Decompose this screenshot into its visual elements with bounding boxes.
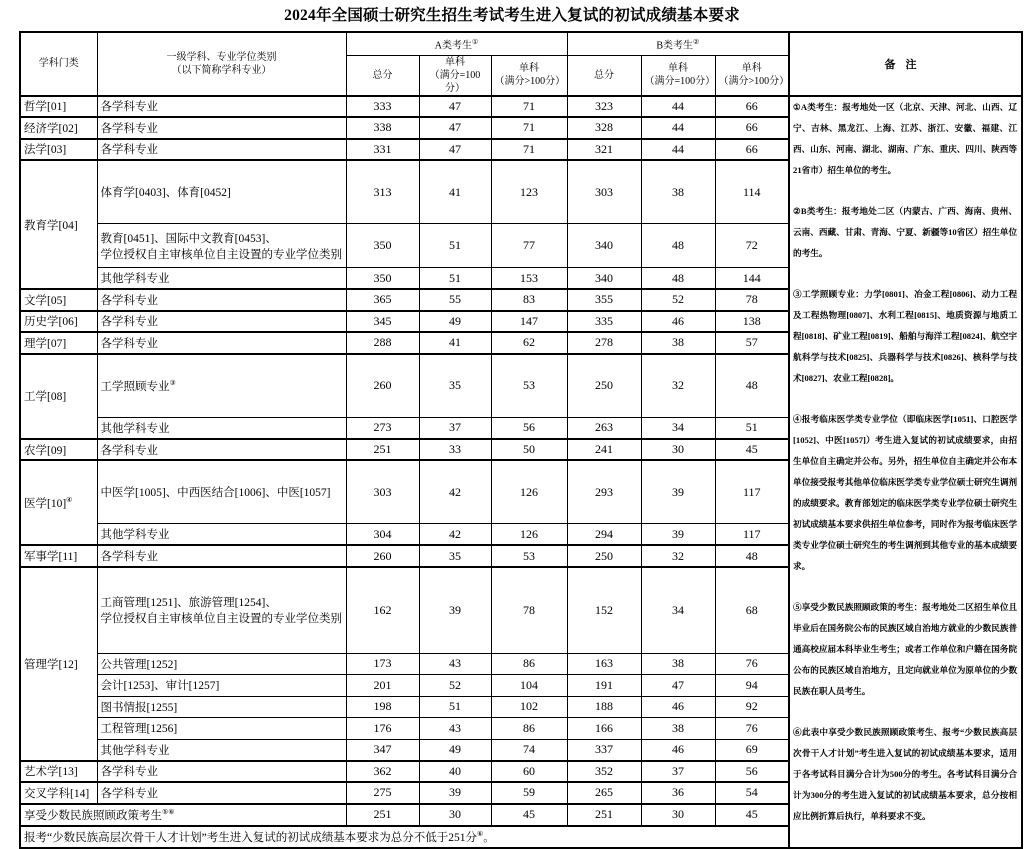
category-name: 教育学[04] [24, 219, 78, 232]
minority-sup: ⑤⑥ [162, 807, 175, 816]
score-a-1: 55 [419, 289, 491, 311]
score-b-2: 51 [715, 417, 789, 439]
major-name: 工程管理[1256] [100, 723, 178, 736]
major-name: 各学科专业 [100, 122, 158, 135]
score-b-0: 191 [567, 675, 641, 697]
score-b-0: 166 [567, 718, 641, 740]
score-b-2: 117 [715, 460, 789, 524]
header-single-label: 单科 [741, 63, 762, 74]
category-name: 哲学[01] [24, 101, 67, 114]
score-a-1: 30 [419, 804, 491, 826]
major-cell [97, 761, 346, 783]
major-name: 各学科专业 [100, 294, 158, 307]
category-sup: ④ [66, 495, 73, 504]
score-a-2: 71 [491, 117, 567, 139]
major-cell [97, 739, 346, 761]
score-b-0: 265 [567, 782, 641, 804]
score-b-1: 32 [641, 545, 715, 567]
header-notes: 备注 [789, 32, 1022, 96]
score-b-2: 66 [715, 96, 789, 118]
major-cell [97, 696, 346, 718]
score-a-1: 35 [419, 354, 491, 418]
score-a-0: 201 [346, 675, 419, 697]
score-a-2: 123 [491, 160, 567, 224]
score-a-0: 350 [346, 224, 419, 268]
category-cell [20, 311, 97, 333]
score-b-0: 340 [567, 224, 641, 268]
score-b-1: 34 [641, 567, 715, 653]
score-a-1: 43 [419, 718, 491, 740]
score-a-1: 41 [419, 160, 491, 224]
major-name: 工商管理[1251]、旅游管理[1254]、 [100, 597, 277, 610]
score-a-0: 303 [346, 460, 419, 524]
score-a-0: 350 [346, 268, 419, 290]
score-b-1: 36 [641, 782, 715, 804]
score-a-2: 86 [491, 653, 567, 675]
major-cell [97, 417, 346, 439]
score-a-0: 173 [346, 653, 419, 675]
score-b-1: 46 [641, 696, 715, 718]
score-b-1: 44 [641, 117, 715, 139]
category-cell [20, 439, 97, 461]
score-b-2: 48 [715, 545, 789, 567]
category-name: 经济学[02] [24, 122, 78, 135]
score-b-2: 66 [715, 117, 789, 139]
category-cell [20, 289, 97, 311]
score-a-0: 313 [346, 160, 419, 224]
score-b-0: 188 [567, 696, 641, 718]
score-b-0: 250 [567, 545, 641, 567]
score-a-2: 50 [491, 439, 567, 461]
major-cell [97, 139, 346, 161]
score-a-2: 104 [491, 675, 567, 697]
page-title: 2024年全国硕士研究生招生考试考生进入复试的初试成绩基本要求 [284, 7, 740, 24]
major-sup: ③ [169, 378, 176, 387]
major-name: 其他学科专业 [100, 273, 170, 286]
score-a-2: 74 [491, 739, 567, 761]
score-b-1: 48 [641, 224, 715, 268]
score-b-2: 45 [715, 804, 789, 826]
score-a-0: 288 [346, 332, 419, 354]
score-a-1: 42 [419, 524, 491, 546]
category-cell [20, 460, 97, 545]
score-b-1: 48 [641, 268, 715, 290]
score-b-1: 32 [641, 354, 715, 418]
score-a-0: 275 [346, 782, 419, 804]
score-b-1: 38 [641, 160, 715, 224]
score-b-2: 114 [715, 160, 789, 224]
score-b-2: 54 [715, 782, 789, 804]
category-name: 管理学[12] [24, 658, 78, 671]
score-a-0: 338 [346, 117, 419, 139]
major-cell [97, 782, 346, 804]
category-name: 历史学[06] [24, 316, 78, 329]
category-name: 工学[08] [24, 391, 67, 404]
score-a-1: 49 [419, 739, 491, 761]
header-group-a [346, 32, 567, 55]
category-name: 交叉学科[14] [24, 787, 90, 800]
major-name: 体育学[0403]、体育[0452] [100, 187, 231, 200]
score-a-1: 35 [419, 545, 491, 567]
major-name: 工学照顾专业 [100, 380, 170, 393]
category-name: 军事学[11] [24, 551, 78, 564]
category-name: 法学[03] [24, 144, 67, 157]
major-name: 各学科专业 [100, 337, 158, 350]
score-b-1: 52 [641, 289, 715, 311]
header-fullover100-label: （满分>100分） [494, 76, 566, 87]
header-full100-label: （满分=100分） [644, 76, 716, 87]
note-3: ③工学照顾专业：力学[0801]、冶金工程[0806]、动力工程及工程热物理[0807]、水利工程[0815]、地质资源与地质工程[0818]、矿业工程[0819]、船舶与海洋工程[0824]、航空宇航科学与技术[0825]、兵器科学与技术[0826]、核科学与技术[0827]、农业工程[0828]。 [793, 288, 1018, 383]
major-cell [97, 545, 346, 567]
score-b-2: 76 [715, 653, 789, 675]
score-a-0: 162 [346, 567, 419, 653]
score-b-2: 45 [715, 439, 789, 461]
score-b-2: 48 [715, 354, 789, 418]
major-cell [97, 224, 346, 268]
header-major [97, 32, 346, 96]
score-a-0: 304 [346, 524, 419, 546]
header-a-single-100 [419, 55, 491, 96]
score-a-2: 53 [491, 354, 567, 418]
score-b-0: 328 [567, 117, 641, 139]
category-name: 艺术学[13] [24, 766, 78, 779]
score-a-1: 33 [419, 439, 491, 461]
major-cell [97, 311, 346, 333]
score-b-1: 38 [641, 653, 715, 675]
header-category [20, 32, 97, 96]
score-b-1: 30 [641, 439, 715, 461]
major-cell [97, 439, 346, 461]
score-a-1: 41 [419, 332, 491, 354]
score-a-2: 56 [491, 417, 567, 439]
note-1: ①A类考生：报考地处一区（北京、天津、河北、山西、辽宁、吉林、黑龙江、上海、江苏、浙江、安徽、福建、江西、山东、河南、湖北、湖南、广东、重庆、四川、陕西等21省市）招生单位的考生。 [793, 101, 1018, 175]
score-a-0: 333 [346, 96, 419, 118]
score-a-1: 47 [419, 139, 491, 161]
category-name: 理学[07] [24, 337, 67, 350]
major-cell [97, 653, 346, 675]
major-name: 各学科专业 [100, 101, 158, 114]
table-row [20, 96, 1022, 118]
score-a-1: 39 [419, 782, 491, 804]
major-cell [97, 268, 346, 290]
footnote-end: 。 [483, 831, 495, 844]
score-a-2: 62 [491, 332, 567, 354]
score-b-0: 335 [567, 311, 641, 333]
footnote-text: 报考“少数民族高层次骨干人才计划”考生进入复试的初试成绩基本要求为总分不低于251分 [24, 831, 477, 844]
score-b-2: 78 [715, 289, 789, 311]
score-a-1: 37 [419, 417, 491, 439]
header-b-total: 总分 [567, 55, 641, 96]
score-a-1: 51 [419, 696, 491, 718]
category-cell [20, 354, 97, 439]
score-a-1: 42 [419, 460, 491, 524]
score-a-2: 77 [491, 224, 567, 268]
category-cell [20, 332, 97, 354]
footnote-sup: ⑥ [476, 829, 484, 838]
note-2: ②B类考生：报考地处二区（内蒙古、广西、海南、贵州、云南、西藏、甘肃、青海、宁夏、新疆等10省区）招生单位的考生。 [793, 205, 1018, 258]
score-a-1: 47 [419, 96, 491, 118]
score-a-2: 86 [491, 718, 567, 740]
score-b-2: 76 [715, 718, 789, 740]
score-b-1: 30 [641, 804, 715, 826]
score-b-0: 294 [567, 524, 641, 546]
category-cell [20, 139, 97, 161]
score-a-1: 40 [419, 761, 491, 783]
score-b-0: 352 [567, 761, 641, 783]
major-name: 其他学科专业 [100, 529, 170, 542]
header-major-line1: 一级学科、专业学位类别 [166, 51, 277, 63]
score-b-0: 293 [567, 460, 641, 524]
header-a-single-over100 [491, 55, 567, 96]
score-a-0: 260 [346, 545, 419, 567]
category-name: 农学[09] [24, 444, 67, 457]
score-a-2: 102 [491, 696, 567, 718]
score-b-0: 303 [567, 160, 641, 224]
score-a-0: 365 [346, 289, 419, 311]
score-b-0: 355 [567, 289, 641, 311]
score-b-0: 163 [567, 653, 641, 675]
major-cell [97, 117, 346, 139]
score-a-2: 153 [491, 268, 567, 290]
score-a-2: 78 [491, 567, 567, 653]
major-name-line2: 学位授权自主审核单位自主设置的专业学位类别 [100, 248, 342, 261]
major-name: 图书情报[1255] [100, 701, 178, 714]
score-b-0: 321 [567, 139, 641, 161]
header-group-a-sup: ① [471, 37, 479, 46]
score-a-0: 347 [346, 739, 419, 761]
major-cell [97, 96, 346, 118]
score-b-0: 250 [567, 354, 641, 418]
header-category-label: 学科门类 [38, 58, 79, 70]
major-cell [97, 289, 346, 311]
header-major-line2: （以下简称学科专业） [171, 64, 272, 76]
header-a-total: 总分 [346, 55, 419, 96]
category-cell [20, 545, 97, 567]
score-a-0: 251 [346, 439, 419, 461]
major-cell [97, 160, 346, 224]
category-cell [20, 160, 97, 289]
score-a-0: 198 [346, 696, 419, 718]
major-name: 公共管理[1252] [100, 658, 178, 671]
score-b-2: 56 [715, 761, 789, 783]
major-name-line2: 学位授权自主审核单位自主设置的专业学位类别 [100, 613, 342, 626]
major-name: 各学科专业 [100, 551, 158, 564]
category-name: 文学[05] [24, 294, 67, 307]
score-a-2: 59 [491, 782, 567, 804]
score-a-1: 43 [419, 653, 491, 675]
score-b-2: 117 [715, 524, 789, 546]
score-a-0: 273 [346, 417, 419, 439]
score-a-1: 51 [419, 268, 491, 290]
score-b-0: 152 [567, 567, 641, 653]
header-b-single-100 [641, 55, 715, 96]
note-5: ⑤享受少数民族照顾政策的考生：报考地处二区招生单位且毕业后在国务院公布的民族区域自治地方就业的少数民族普通高校应届本科毕业生考生；或者工作单位和户籍在国务院公布的民族区域自治地方，且定向就业单位为原单位的少数民族在职人员考生。 [793, 601, 1018, 696]
major-name: 其他学科专业 [100, 744, 170, 757]
header-group-b-sup: ② [692, 37, 700, 46]
major-cell [97, 460, 346, 524]
score-b-2: 94 [715, 675, 789, 697]
score-b-0: 251 [567, 804, 641, 826]
header-group-b [567, 32, 789, 55]
score-a-2: 83 [491, 289, 567, 311]
score-b-1: 46 [641, 311, 715, 333]
major-name: 其他学科专业 [100, 422, 170, 435]
major-name: 各学科专业 [100, 787, 158, 800]
score-a-0: 362 [346, 761, 419, 783]
category-cell [20, 117, 97, 139]
category-cell [20, 96, 97, 118]
major-cell [97, 524, 346, 546]
major-cell [97, 332, 346, 354]
score-b-1: 39 [641, 524, 715, 546]
score-b-2: 72 [715, 224, 789, 268]
minority-label-cell [20, 804, 346, 826]
score-b-0: 323 [567, 96, 641, 118]
score-a-2: 60 [491, 761, 567, 783]
score-b-1: 46 [641, 739, 715, 761]
major-cell [97, 354, 346, 418]
footnote-cell [20, 826, 789, 848]
category-cell [20, 761, 97, 783]
notes-cell [789, 96, 1022, 848]
score-a-1: 52 [419, 675, 491, 697]
major-name: 各学科专业 [100, 144, 158, 157]
score-a-2: 71 [491, 139, 567, 161]
score-b-1: 34 [641, 417, 715, 439]
score-a-0: 251 [346, 804, 419, 826]
score-b-2: 69 [715, 739, 789, 761]
score-a-0: 260 [346, 354, 419, 418]
header-single-label: 单科 [445, 56, 465, 68]
score-b-1: 47 [641, 675, 715, 697]
major-cell [97, 567, 346, 653]
header-group-a-label: A类考生 [434, 39, 472, 51]
score-a-1: 49 [419, 311, 491, 333]
score-a-2: 126 [491, 524, 567, 546]
score-b-0: 278 [567, 332, 641, 354]
major-name: 会计[1253]、审计[1257] [100, 680, 220, 693]
score-a-2: 147 [491, 311, 567, 333]
score-a-2: 71 [491, 96, 567, 118]
score-a-1: 39 [419, 567, 491, 653]
score-a-2: 53 [491, 545, 567, 567]
score-b-0: 340 [567, 268, 641, 290]
score-a-2: 126 [491, 460, 567, 524]
score-b-1: 44 [641, 139, 715, 161]
major-cell [97, 718, 346, 740]
header-b-single-over100 [715, 55, 789, 96]
header-single-label: 单科 [668, 63, 689, 74]
score-a-0: 176 [346, 718, 419, 740]
score-b-0: 263 [567, 417, 641, 439]
note-6: ⑥此表中享受少数民族照顾政策考生、报考“少数民族高层次骨干人才计划”考生进入复试的初试成绩基本要求，适用于各考试科目满分合计为500分的考生。各考试科目满分合计为300分的考生进入复试的初试成绩基本要求，总分按相应比例折算后执行，单科要求不变。 [793, 726, 1018, 821]
header-single-label: 单科 [519, 63, 540, 74]
score-a-1: 47 [419, 117, 491, 139]
score-b-2: 138 [715, 311, 789, 333]
category-name: 医学[10] [24, 497, 67, 510]
major-name: 教育[0451]、国际中文教育[0453]、 [100, 232, 277, 245]
score-b-1: 38 [641, 718, 715, 740]
score-b-2: 144 [715, 268, 789, 290]
header-group-b-label: B类考生 [656, 39, 693, 51]
score-a-2: 45 [491, 804, 567, 826]
header-fullover100-label: （满分>100分） [718, 76, 790, 87]
score-b-1: 37 [641, 761, 715, 783]
header-full100-label: （满分=100分） [429, 69, 481, 94]
score-b-2: 57 [715, 332, 789, 354]
score-b-2: 68 [715, 567, 789, 653]
score-b-2: 66 [715, 139, 789, 161]
major-name: 各学科专业 [100, 316, 158, 329]
major-name: 各学科专业 [100, 766, 158, 779]
score-a-0: 331 [346, 139, 419, 161]
score-b-0: 337 [567, 739, 641, 761]
score-b-2: 92 [715, 696, 789, 718]
score-a-1: 51 [419, 224, 491, 268]
score-b-0: 241 [567, 439, 641, 461]
score-a-0: 345 [346, 311, 419, 333]
minority-label: 享受少数民族照顾政策考生 [24, 809, 162, 822]
score-requirements-table [19, 31, 1023, 849]
score-b-1: 38 [641, 332, 715, 354]
category-cell [20, 782, 97, 804]
category-cell [20, 567, 97, 761]
major-name: 各学科专业 [100, 444, 158, 457]
score-b-1: 39 [641, 460, 715, 524]
note-4: ④报考临床医学类专业学位（即临床医学[1051]、口腔医学[1052]、中医[1057]）考生进入复试的初试成绩要求，由招生单位自主确定并公布。另外，招生单位自主确定并公布本单位接受报考其他单位临床医学类专业学位硕士研究生调剂的成绩要求。教育部划定的临床医学类专业学位硕士研究生初试成绩基本要求供招生单位参考，同时作为报考临床医学类专业学位硕士研究生的考生调剂到其他专业的基本成绩要求。 [793, 413, 1018, 571]
major-name: 中医学[1005]、中西医结合[1006]、中医[1057] [100, 487, 331, 500]
score-b-1: 44 [641, 96, 715, 118]
